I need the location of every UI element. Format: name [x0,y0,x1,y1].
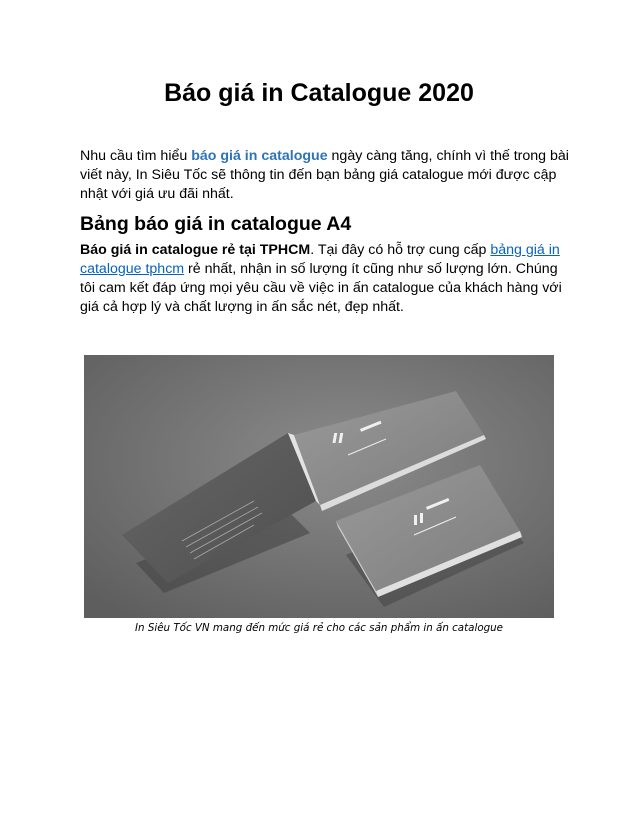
intro-keyword: báo giá in catalogue [191,148,328,164]
section-text-post: rẻ nhất, nhận in số lượng ít cũng như số lượng lớn. Chúng tôi cam kết đáp ứng mọi yêu cầu về việc in ấn catalogue của khách hàng với giá cả hợp lý và chất lượng in ấn sắc nét, đẹp nhất. [80,261,562,315]
section-text-mid: . Tại đây có hỗ trợ cung cấp [310,242,491,258]
intro-paragraph [80,147,570,204]
catalogue-illustration [84,355,554,618]
section-heading: Bảng báo giá in catalogue A4 [80,213,352,235]
page-title: Báo giá in Catalogue 2020 [164,79,474,107]
price-list-link[interactable]: bảng giá in catalogue tphcm [80,242,560,277]
figure-caption: In Siêu Tốc VN mang đến mức giá rẻ cho các sản phẩm in ấn catalogue [134,622,504,634]
section-bold-lead: Báo giá in catalogue rẻ tại TPHCM [80,242,311,258]
intro-text-post: ngày càng tăng, chính vì thế trong bài viết này, In Siêu Tốc sẽ thông tin đến bạn bảng giá catalogue mới được cập nhật với giá ưu đãi nhất. [80,148,569,202]
section-paragraph [80,241,570,317]
catalogue-photo [84,355,554,618]
intro-text-pre: Nhu cầu tìm hiểu [80,148,192,164]
